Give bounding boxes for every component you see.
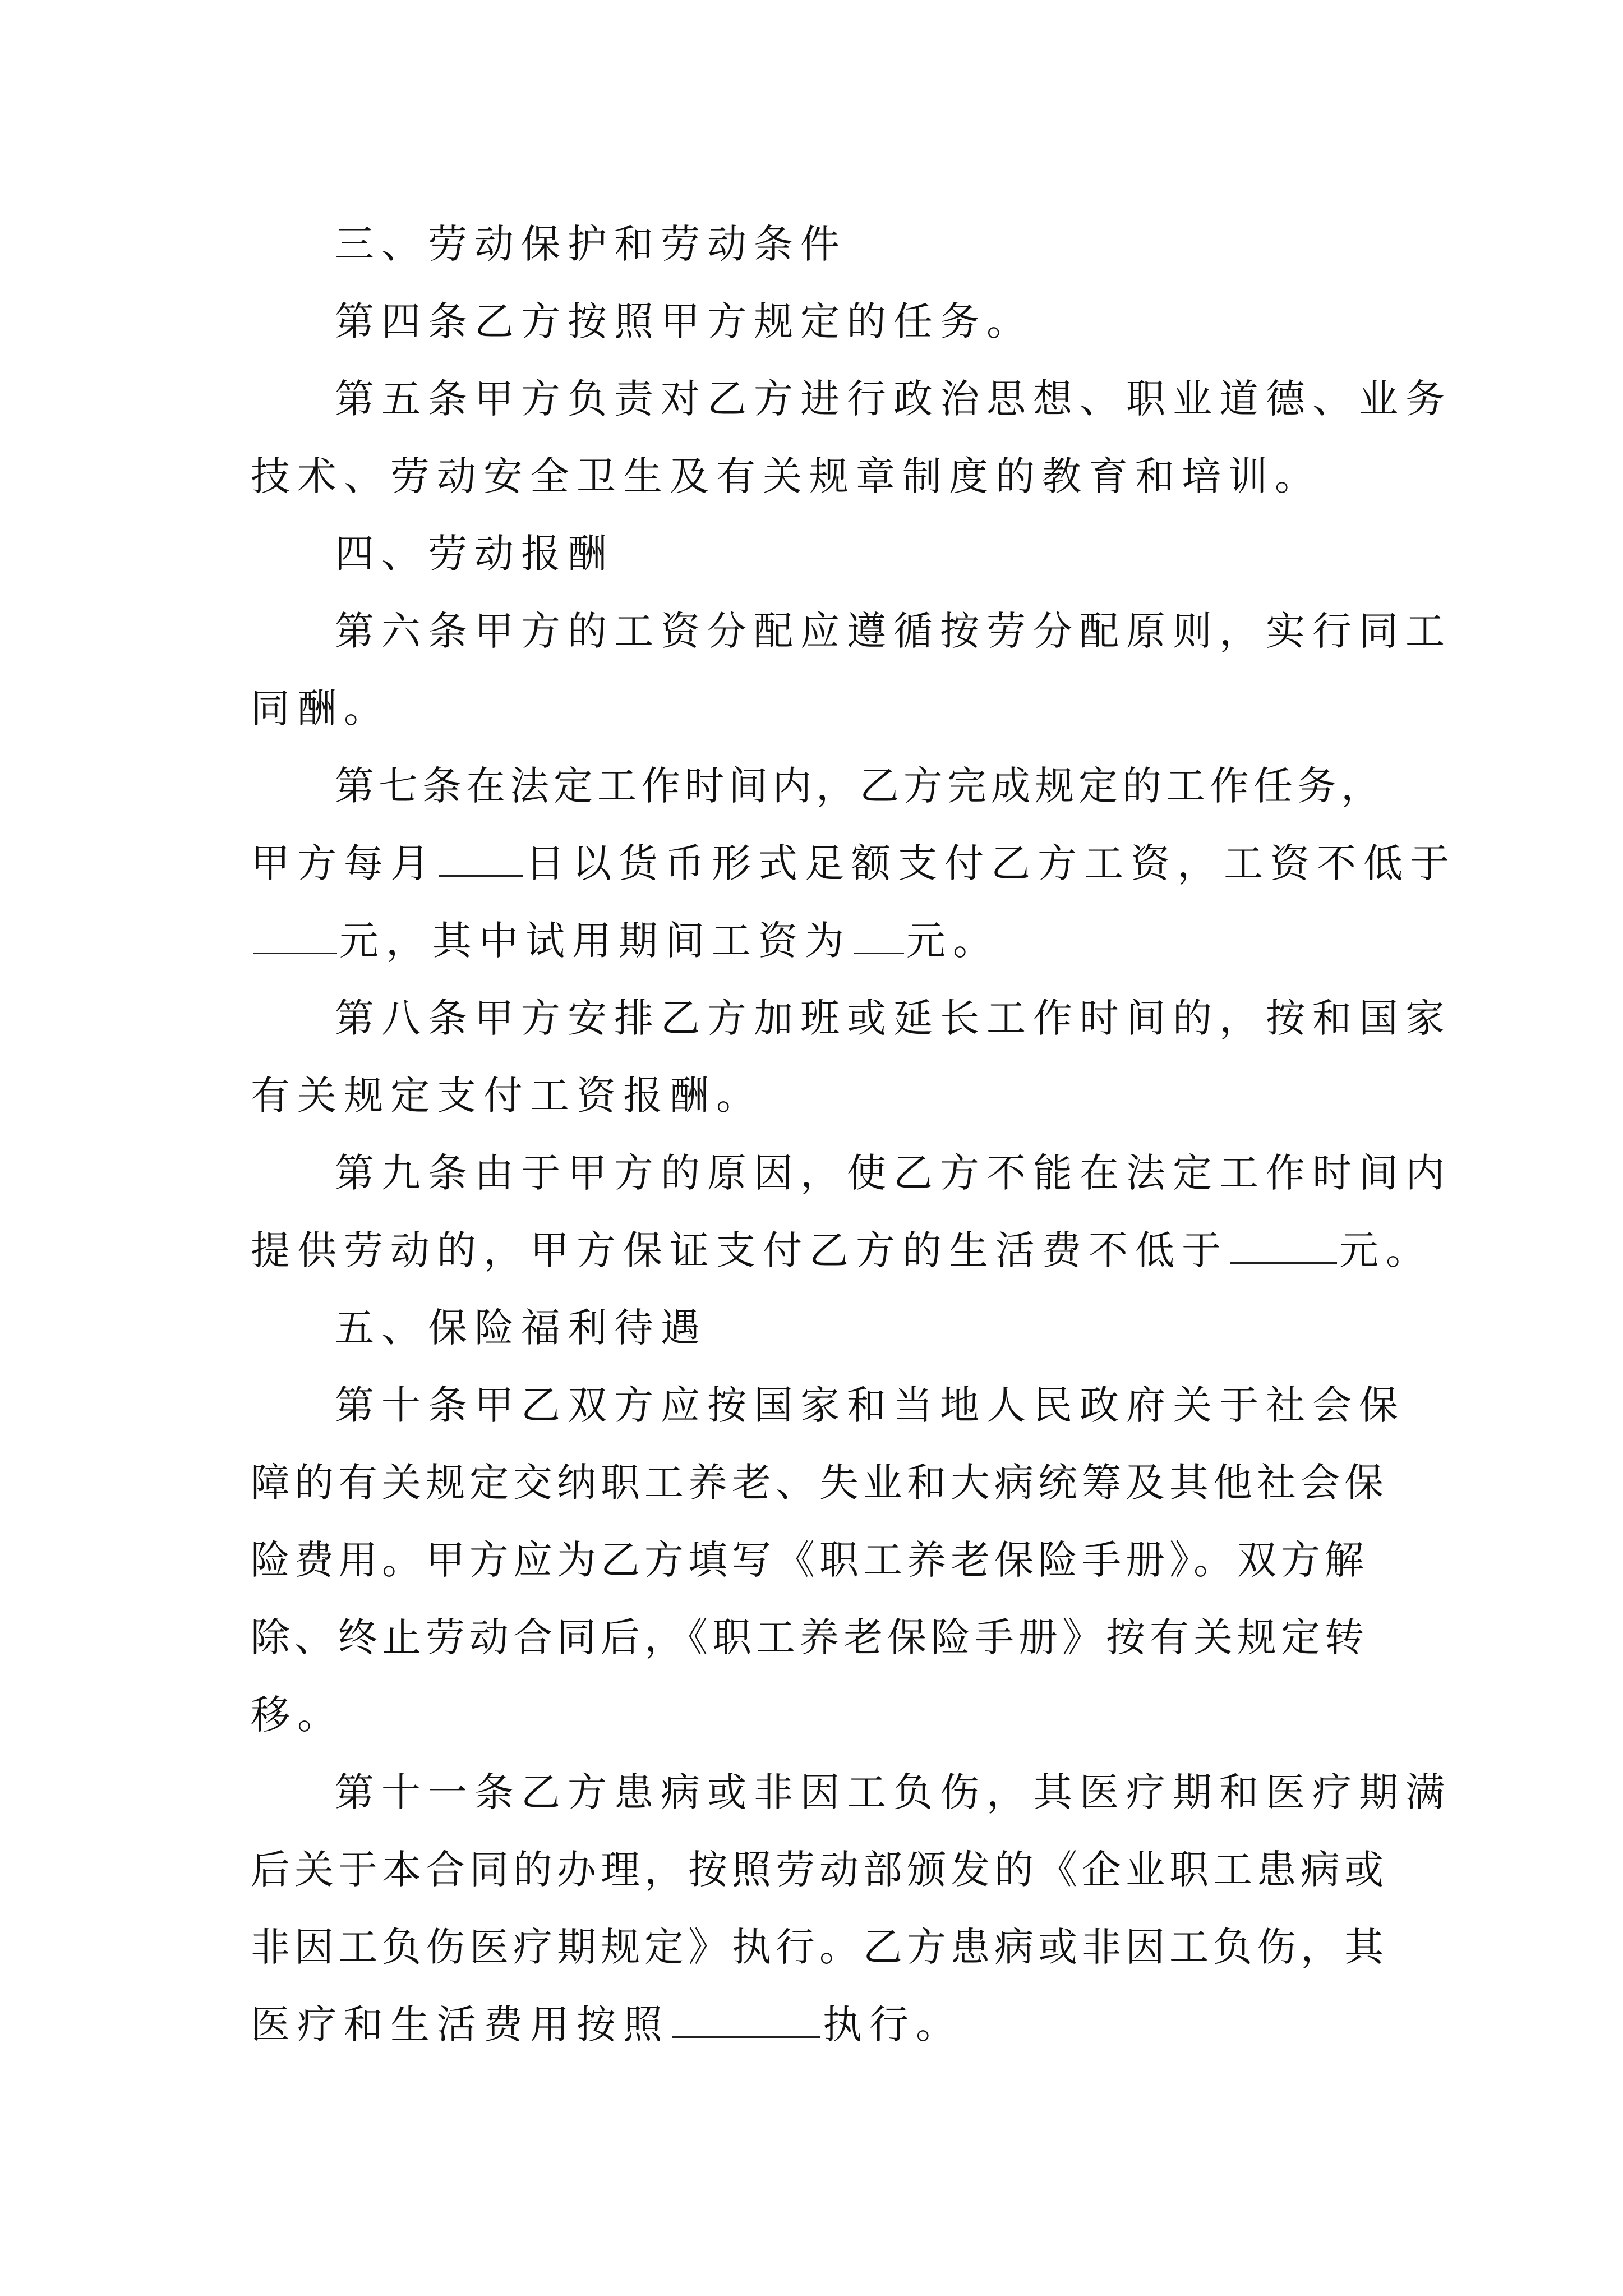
article-7-line-3-middle: 元，其中试用期间工资为 [339, 918, 851, 964]
article-5-line-1: 第五条甲方负责对乙方进行政治思想、职业道德、业务 [335, 376, 1452, 422]
article-10-line-4: 除、终止劳动合同后，《职工养老保险手册》按有关规定转 [251, 1614, 1368, 1660]
article-7-line-2-after: 日以货币形式足额支付乙方工资，工资不低于 [525, 840, 1456, 886]
article-10-line-1: 第十条甲乙双方应按国家和当地人民政府关于社会保 [335, 1382, 1405, 1428]
article-10-line-5: 移。 [251, 1692, 344, 1738]
article-9-line-2 [251, 1212, 1432, 1289]
article-4: 第四条乙方按照甲方规定的任务。 [335, 298, 1033, 344]
article-11-line-4-after: 执行。 [823, 2001, 962, 2047]
article-11-line-2: 后关于本合同的办理，按照劳动部颁发的《企业职工患病或 [251, 1847, 1388, 1893]
article-11-line-4-before: 医疗和生活费用按照 [251, 2001, 670, 2047]
article-7-line-1: 第七条在法定工作时间内，乙方完成规定的工作任务， [335, 763, 1385, 809]
article-8-line-1: 第八条甲方安排乙方加班或延长工作时间的，按和国家 [335, 995, 1452, 1041]
article-10-line-3: 险费用。甲方应为乙方填写《职工养老保险手册》。双方解 [251, 1537, 1368, 1583]
document-body [251, 205, 1456, 2063]
article-8-line-2: 有关规定支付工资报酬。 [251, 1073, 763, 1119]
article-7-line-2 [251, 825, 1456, 902]
article-11-line-1: 第十一条乙方患病或非因工负伤，其医疗期和医疗期满 [335, 1769, 1452, 1815]
living-expense-blank [1230, 1262, 1337, 1264]
section-heading-insurance-benefits: 五、保险福利待遇 [335, 1305, 707, 1351]
article-9-line-2-before: 提供劳动的，甲方保证支付乙方的生活费不低于 [251, 1227, 1228, 1273]
article-5-line-2: 技术、劳动安全卫生及有关规章制度的教育和培训。 [251, 453, 1321, 499]
article-6-line-2: 同酬。 [251, 685, 390, 731]
article-7-line-3 [251, 902, 1395, 979]
section-heading-labor-remuneration: 四、劳动报酬 [335, 531, 614, 577]
article-9-line-2-after: 元。 [1339, 1227, 1432, 1273]
article-10-line-2: 障的有关规定交纳职工养老、失业和大病统筹及其他社会保 [251, 1460, 1388, 1506]
minimum-wage-blank [253, 953, 337, 954]
article-11-line-3: 非因工负伤医疗期规定》执行。乙方患病或非因工负伤，其 [251, 1924, 1388, 1970]
section-heading-labor-protection: 三、劳动保护和劳动条件 [335, 221, 847, 267]
article-7-line-2-before: 甲方每月 [251, 840, 437, 886]
article-6-line-1: 第六条甲方的工资分配应遵循按劳分配原则，实行同工 [335, 608, 1452, 654]
pay-day-blank [439, 875, 523, 877]
article-7-line-3-after: 元。 [906, 918, 999, 964]
probation-wage-blank [854, 953, 904, 954]
medical-expense-basis-blank [672, 2036, 820, 2038]
article-9-line-1: 第九条由于甲方的原因，使乙方不能在法定工作时间内 [335, 1150, 1452, 1196]
article-11-line-4 [251, 1986, 1395, 2063]
